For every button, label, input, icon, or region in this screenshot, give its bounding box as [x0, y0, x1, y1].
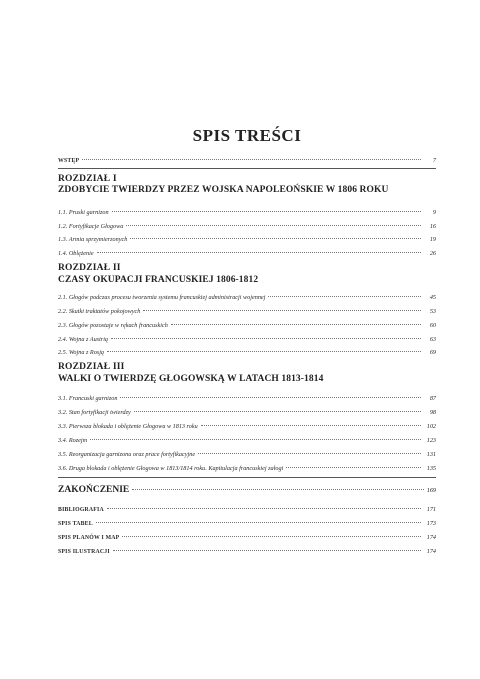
- toc-entry-label: WSTĘP: [58, 158, 80, 164]
- toc-entry-label: 3.1. Francuski garnizon: [58, 395, 118, 402]
- toc-entry-page: 131: [426, 451, 436, 458]
- chapter-title: ZDOBYCIE TWIERDZY PRZEZ WOJSKA NAPOLEOŃSKIE W 1806 ROKU: [58, 185, 389, 195]
- toc-entry[interactable]: [58, 293, 436, 303]
- toc-entry[interactable]: [58, 422, 436, 432]
- leader-dots: [268, 296, 421, 297]
- chapter-number: ROZDZIAŁ I: [58, 174, 117, 184]
- toc-entry-page: 102: [426, 423, 436, 430]
- leader-dots: [201, 425, 421, 426]
- toc-entry-page: 173: [426, 520, 436, 527]
- toc-entry[interactable]: [58, 408, 436, 418]
- toc-entry-page: 53: [429, 308, 436, 315]
- toc-entry-page: 69: [429, 349, 436, 356]
- toc-entry[interactable]: [58, 335, 436, 345]
- toc-entry-label: 3.3. Pierwsza blokada i oblężenie Głogowa w 1813 roku: [58, 423, 198, 430]
- leader-dots: [143, 310, 421, 311]
- toc-entry-back[interactable]: [58, 547, 436, 557]
- toc-entry-page: 63: [429, 336, 436, 343]
- toc-entry[interactable]: [58, 222, 436, 232]
- toc-entry-page: 16: [429, 223, 436, 230]
- toc-entry-page: 98: [429, 409, 436, 416]
- toc-entry-page: 123: [426, 437, 436, 444]
- toc-entry-page: 169: [426, 487, 436, 494]
- toc-entry[interactable]: [58, 208, 436, 218]
- divider: [58, 168, 436, 169]
- toc-entry-label: 2.1. Głogów podczas procesu tworzenia systemu francuskiej administracji wojennej: [58, 294, 266, 301]
- toc-entry-label: 1.4. Oblężenie: [58, 250, 94, 257]
- leader-dots: [198, 453, 421, 454]
- chapter-title: CZASY OKUPACJI FRANCUSKIEJ 1806-1812: [58, 275, 259, 285]
- toc-entry-back[interactable]: [58, 505, 436, 515]
- toc-entry-page: 87: [429, 395, 436, 402]
- leader-dots: [130, 238, 421, 239]
- leader-dots: [120, 397, 421, 398]
- leader-dots: [112, 211, 421, 212]
- toc-entry-label: 2.4. Wojna z Austrią: [58, 336, 109, 343]
- toc-entry-label: 1.2. Fortyfikacje Głogowa: [58, 223, 124, 230]
- leader-dots: [90, 439, 421, 440]
- toc-entry-label: SPIS TABEL: [58, 521, 93, 527]
- toc-entry-page: 174: [426, 534, 436, 541]
- toc-entry-label: SPIS PLANÓW I MAP: [58, 535, 120, 541]
- leader-dots: [134, 411, 421, 412]
- toc-entry[interactable]: [58, 307, 436, 317]
- leader-dots: [122, 536, 421, 537]
- chapter-title: WALKI O TWIERDZĘ GŁOGOWSKĄ W LATACH 1813-1814: [58, 374, 324, 384]
- toc-entry-page: 174: [426, 548, 436, 555]
- toc-entry-page: 135: [426, 465, 436, 472]
- leader-dots: [286, 467, 421, 468]
- toc-entry[interactable]: [58, 450, 436, 460]
- divider: [58, 477, 436, 478]
- toc-entry-page: 171: [426, 506, 436, 513]
- leader-dots: [132, 489, 423, 490]
- leader-dots: [126, 225, 421, 226]
- page-title: SPIS TREŚCI: [192, 126, 302, 145]
- chapter-number: ROZDZIAŁ II: [58, 263, 121, 273]
- leader-dots: [107, 508, 421, 509]
- leader-dots: [96, 522, 421, 523]
- toc-entry-conclusion[interactable]: [58, 485, 436, 495]
- toc-entry-label: ZAKOŃCZENIE: [58, 485, 130, 495]
- toc-entry-label: SPIS ILUSTRACJI: [58, 549, 110, 555]
- toc-entry-label: BIBLIOGRAFIA: [58, 507, 104, 513]
- chapter-number: ROZDZIAŁ III: [58, 362, 125, 372]
- toc-entry-label: 1.3. Armia sprzymierzonych: [58, 236, 128, 243]
- toc-entry-page: 60: [429, 322, 436, 329]
- toc-entry-label: 2.3. Głogów pozostaje w rękach francuskich: [58, 322, 168, 329]
- toc-entry-page: 26: [429, 250, 436, 257]
- toc-entry[interactable]: [58, 394, 436, 404]
- leader-dots: [97, 252, 421, 253]
- toc-entry[interactable]: [58, 321, 436, 331]
- toc-entry-page: 19: [429, 236, 436, 243]
- leader-dots: [82, 159, 421, 160]
- toc-entry-label: 1.1. Pruski garnizon: [58, 209, 109, 216]
- leader-dots: [107, 351, 421, 352]
- toc-entry-page: 7: [432, 157, 436, 164]
- toc-entry-back[interactable]: [58, 533, 436, 543]
- toc-entry-label: 2.2. Skutki traktatów pokojowych: [58, 308, 141, 315]
- leader-dots: [171, 324, 421, 325]
- toc-entry[interactable]: [58, 464, 436, 474]
- toc-entry[interactable]: [58, 348, 436, 358]
- toc-entry[interactable]: [58, 436, 436, 446]
- toc-entry-label: 3.2. Stan fortyfikacji twierdzy: [58, 409, 131, 416]
- toc-entry-intro[interactable]: [58, 156, 436, 166]
- toc-entry[interactable]: [58, 249, 436, 259]
- toc-entry-back[interactable]: [58, 519, 436, 529]
- toc-entry-page: 9: [432, 209, 436, 216]
- toc-entry[interactable]: [58, 235, 436, 245]
- leader-dots: [113, 550, 421, 551]
- toc-entry-label: 2.5. Wojna z Rosją: [58, 349, 105, 356]
- leader-dots: [111, 338, 421, 339]
- toc-entry-label: 3.6. Druga blokada i oblężenie Głogowa w 1813/1814 roku. Kapitulacja francuskiej załogi: [58, 465, 284, 472]
- toc-entry-page: 45: [429, 294, 436, 301]
- toc-entry-label: 3.5. Reorganizacja garnizonu oraz prace fortyfikacyjne: [58, 451, 196, 458]
- toc-entry-label: 3.4. Rozejm: [58, 437, 88, 444]
